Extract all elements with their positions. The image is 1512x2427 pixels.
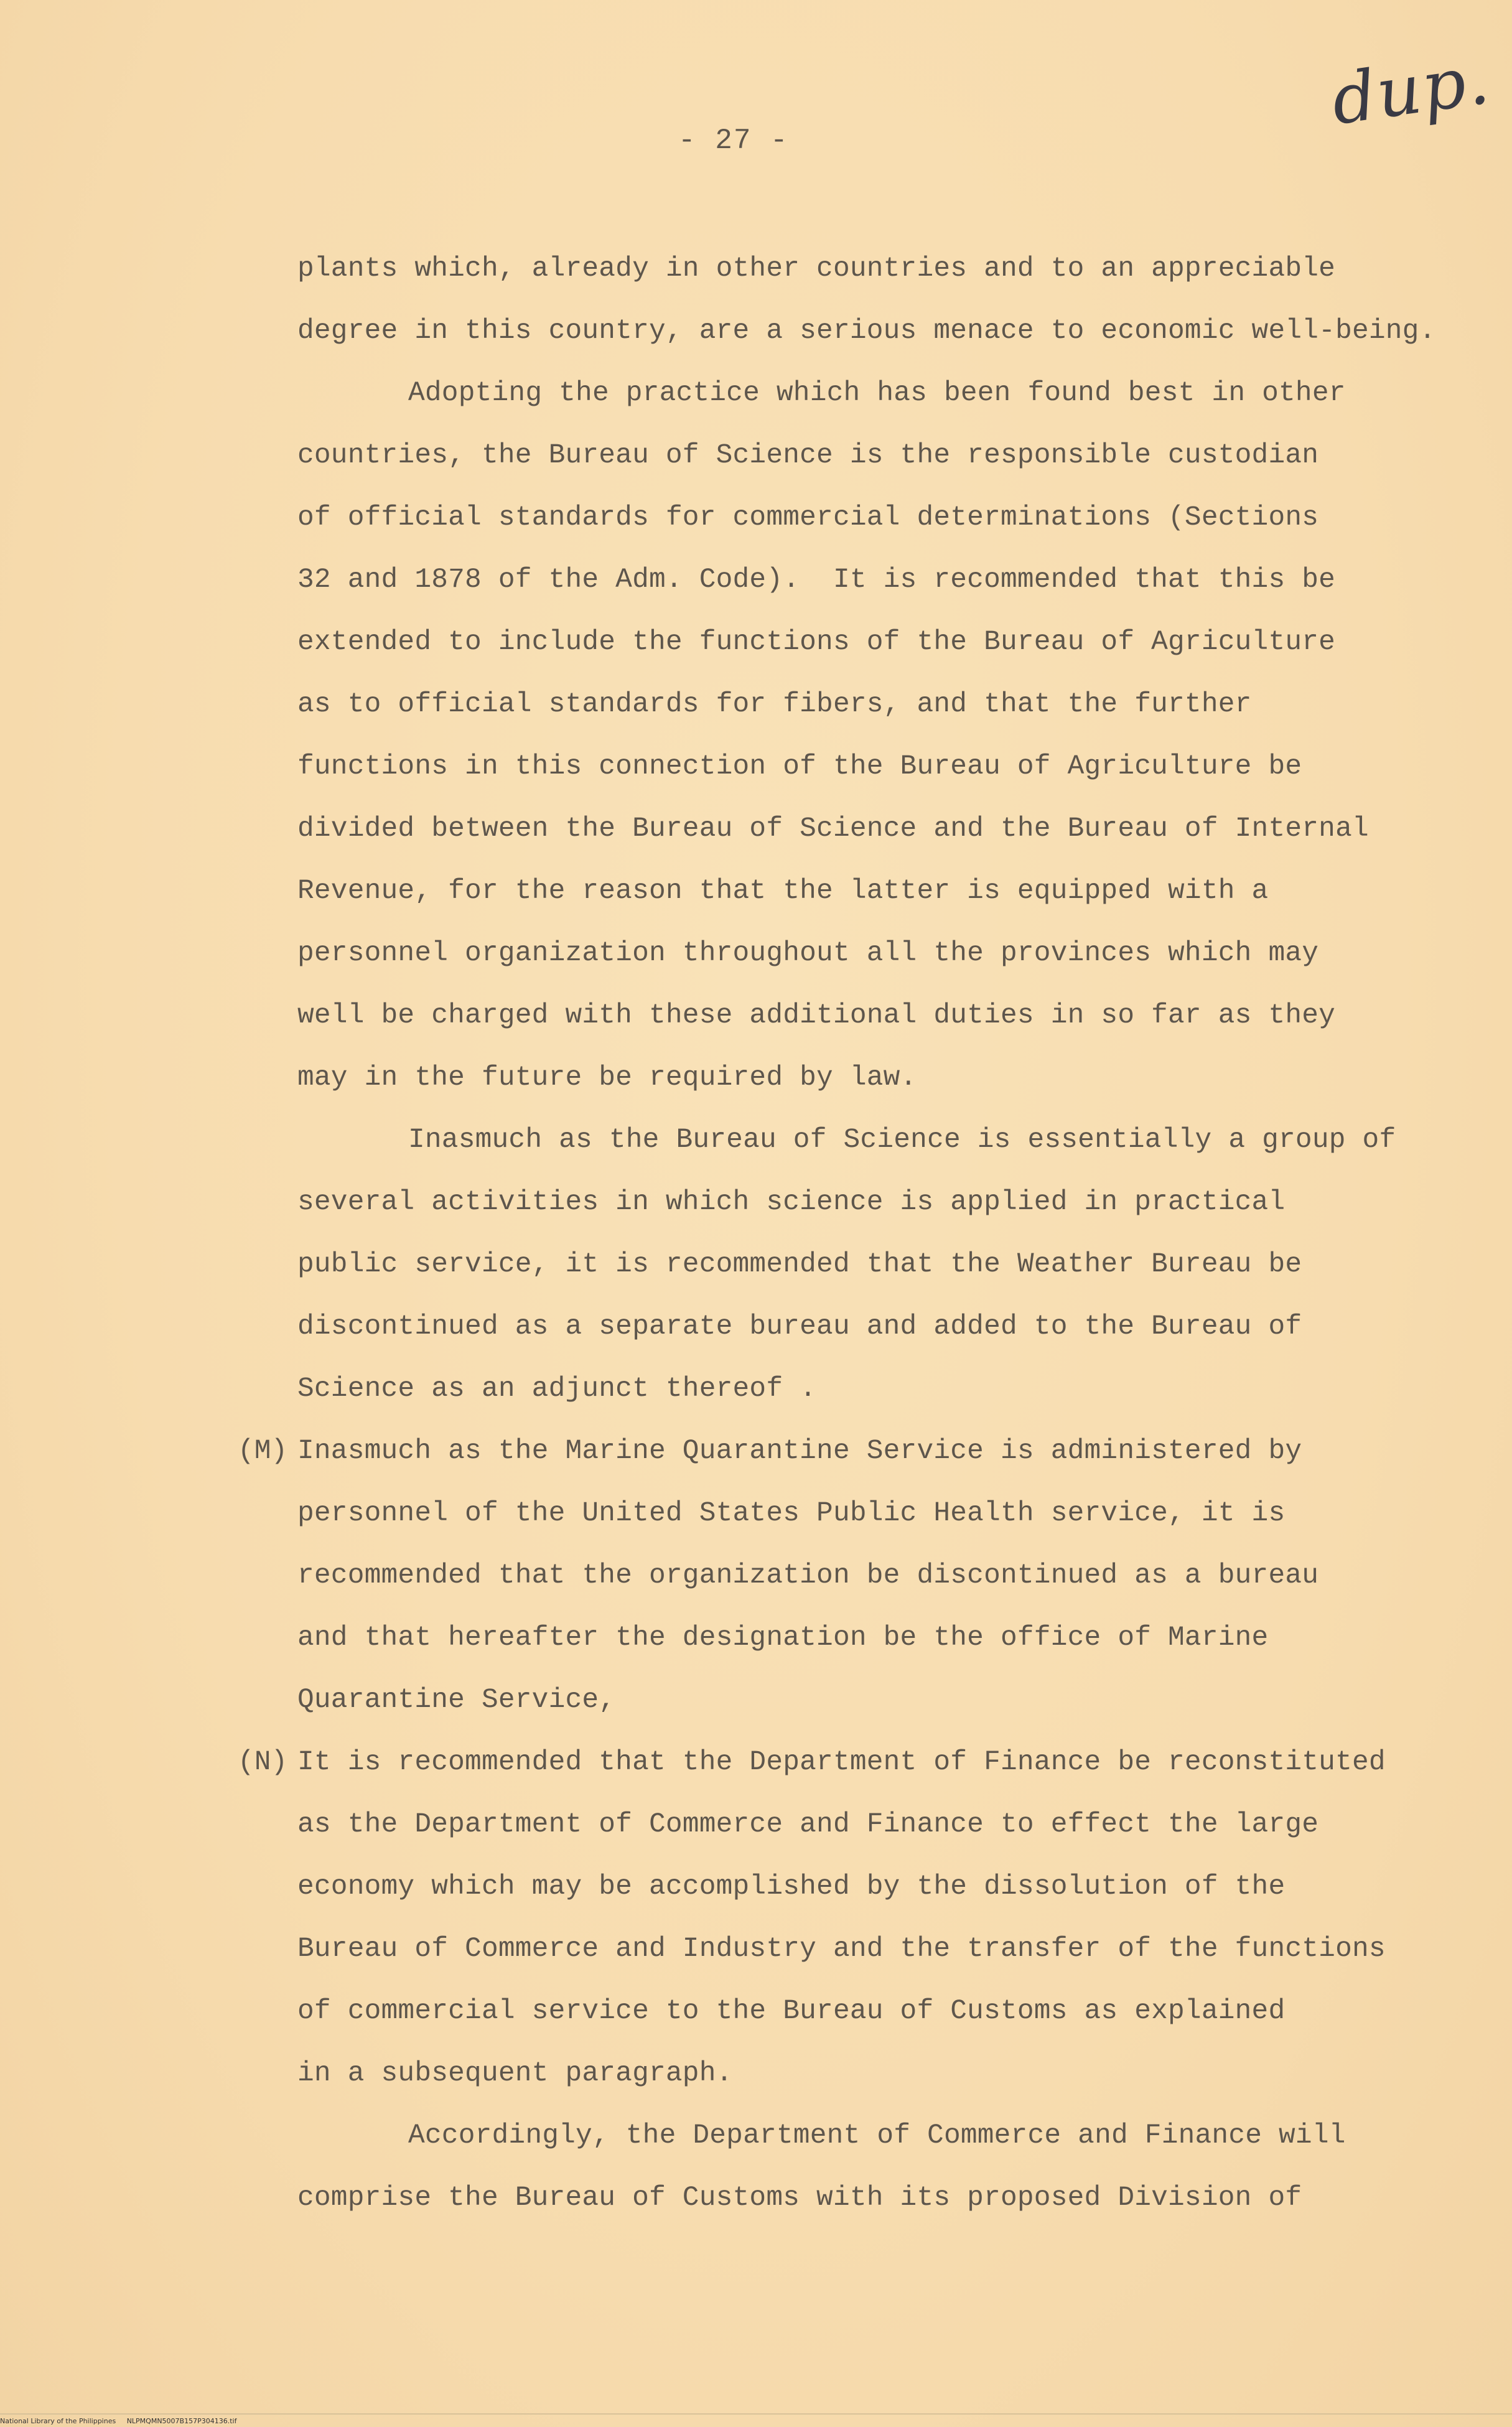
text-line: plants which, already in other countries and to an appreciable bbox=[297, 253, 1336, 284]
text-line: as the Department of Commerce and Finance to effect the large bbox=[297, 1809, 1319, 1840]
text-line: functions in this connection of the Bureau of Agriculture be bbox=[297, 751, 1302, 782]
text-line: as to official standards for fibers, and that the further bbox=[297, 689, 1252, 720]
text-line: extended to include the functions of the Bureau of Agriculture bbox=[297, 627, 1336, 658]
handwritten-annotation: dup. bbox=[1327, 39, 1495, 141]
text-line: degree in this country, are a serious menace to economic well-being. bbox=[297, 316, 1436, 347]
text-line: Revenue, for the reason that the latter is equipped with a bbox=[297, 876, 1269, 907]
text-line: Science as an adjunct thereof . bbox=[297, 1373, 817, 1405]
text-line: of official standards for commercial determinations (Sections bbox=[297, 502, 1319, 533]
text-line: discontinued as a separate bureau and added to the Bureau of bbox=[297, 1311, 1302, 1342]
text-line: public service, it is recommended that the Weather Bureau be bbox=[297, 1249, 1302, 1280]
text-line: recommended that the organization be discontinued as a bureau bbox=[297, 1560, 1319, 1591]
text-line: Adopting the practice which has been found best in other bbox=[408, 378, 1346, 409]
page-number: - 27 - bbox=[678, 124, 789, 157]
text-line: of commercial service to the Bureau of Customs as explained bbox=[297, 1996, 1286, 2027]
text-line: economy which may be accomplished by the dissolution of the bbox=[297, 1871, 1286, 1902]
text-line: divided between the Bureau of Science and the Bureau of Internal bbox=[297, 813, 1369, 844]
text-line: personnel organization throughout all the provinces which may bbox=[297, 938, 1319, 969]
footer-divider bbox=[0, 2413, 1512, 2415]
text-line: It is recommended that the Department of Finance be reconstituted bbox=[297, 1747, 1386, 1778]
text-line: 32 and 1878 of the Adm. Code). It is recommended that this be bbox=[297, 564, 1336, 596]
text-line: well be charged with these additional duties in so far as they bbox=[297, 1000, 1336, 1031]
section-marker-n: (N) bbox=[238, 1747, 288, 1778]
text-line: Quarantine Service, bbox=[297, 1685, 616, 1716]
text-line: may in the future be required by law. bbox=[297, 1062, 917, 1093]
section-marker-m: (M) bbox=[238, 1436, 288, 1467]
text-line: Inasmuch as the Marine Quarantine Service is administered by bbox=[297, 1436, 1302, 1467]
text-line: comprise the Bureau of Customs with its proposed Division of bbox=[297, 2182, 1302, 2214]
text-line: and that hereafter the designation be the office of Marine bbox=[297, 1622, 1269, 1653]
text-line: personnel of the United States Public Health service, it is bbox=[297, 1498, 1286, 1529]
archive-footer: National Library of the Philippines NLPMQMN5007B157P304136.tif bbox=[0, 2417, 237, 2425]
text-line: Accordingly, the Department of Commerce and Finance will bbox=[408, 2120, 1346, 2151]
text-line: Inasmuch as the Bureau of Science is essentially a group of bbox=[408, 1125, 1396, 1156]
text-line: countries, the Bureau of Science is the responsible custodian bbox=[297, 440, 1319, 471]
text-line: in a subsequent paragraph. bbox=[297, 2058, 733, 2089]
text-line: several activities in which science is applied in practical bbox=[297, 1187, 1286, 1218]
text-line: Bureau of Commerce and Industry and the transfer of the functions bbox=[297, 1934, 1386, 1965]
